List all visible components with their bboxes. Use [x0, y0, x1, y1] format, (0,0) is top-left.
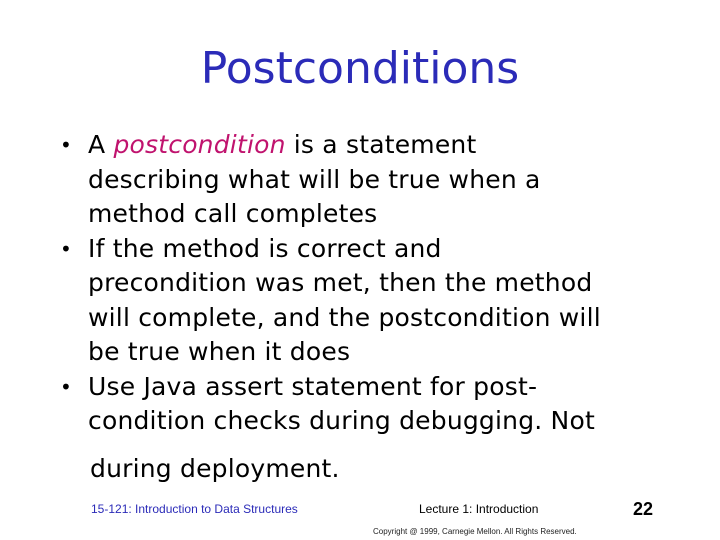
bullet-text: be true when it does: [88, 337, 351, 366]
bullet-item-method-correct: [60, 232, 700, 370]
slide-title: Postconditions: [200, 43, 520, 94]
bullet-icon: •: [60, 374, 72, 399]
emphasized-term: postcondition: [113, 130, 286, 159]
bullet-icon: •: [60, 236, 72, 261]
bullet-item-postcondition-definition: [60, 128, 700, 232]
bullet-text: precondition was met, then the method: [88, 268, 593, 297]
bullet-text: Use Java assert statement for post-: [88, 371, 538, 401]
bullet-icon: •: [60, 133, 72, 157]
bullet-text-prefix: A: [88, 130, 114, 159]
bullet-continuation-line: during deployment.: [90, 454, 340, 483]
footer-copyright: Copyright @ 1999, Carnegie Mellon. All Rights Reserved.: [373, 527, 577, 536]
bullet-text: is a statement: [285, 130, 477, 159]
footer-course-title: 15-121: Introduction to Data Structures: [91, 502, 298, 516]
bullet-list: [60, 128, 700, 439]
bullet-text: If the method is correct and: [88, 233, 442, 263]
bullet-text: describing what will be true when a: [88, 164, 541, 194]
footer-lecture-title: Lecture 1: Introduction: [419, 502, 539, 516]
page-number: 22: [633, 499, 654, 519]
bullet-text: method call completes: [88, 199, 378, 228]
bullet-text: will complete, and the postcondition will: [88, 302, 601, 332]
bullet-item-java-assert: [60, 370, 700, 439]
bullet-text: condition checks during debugging. Not: [88, 406, 595, 435]
